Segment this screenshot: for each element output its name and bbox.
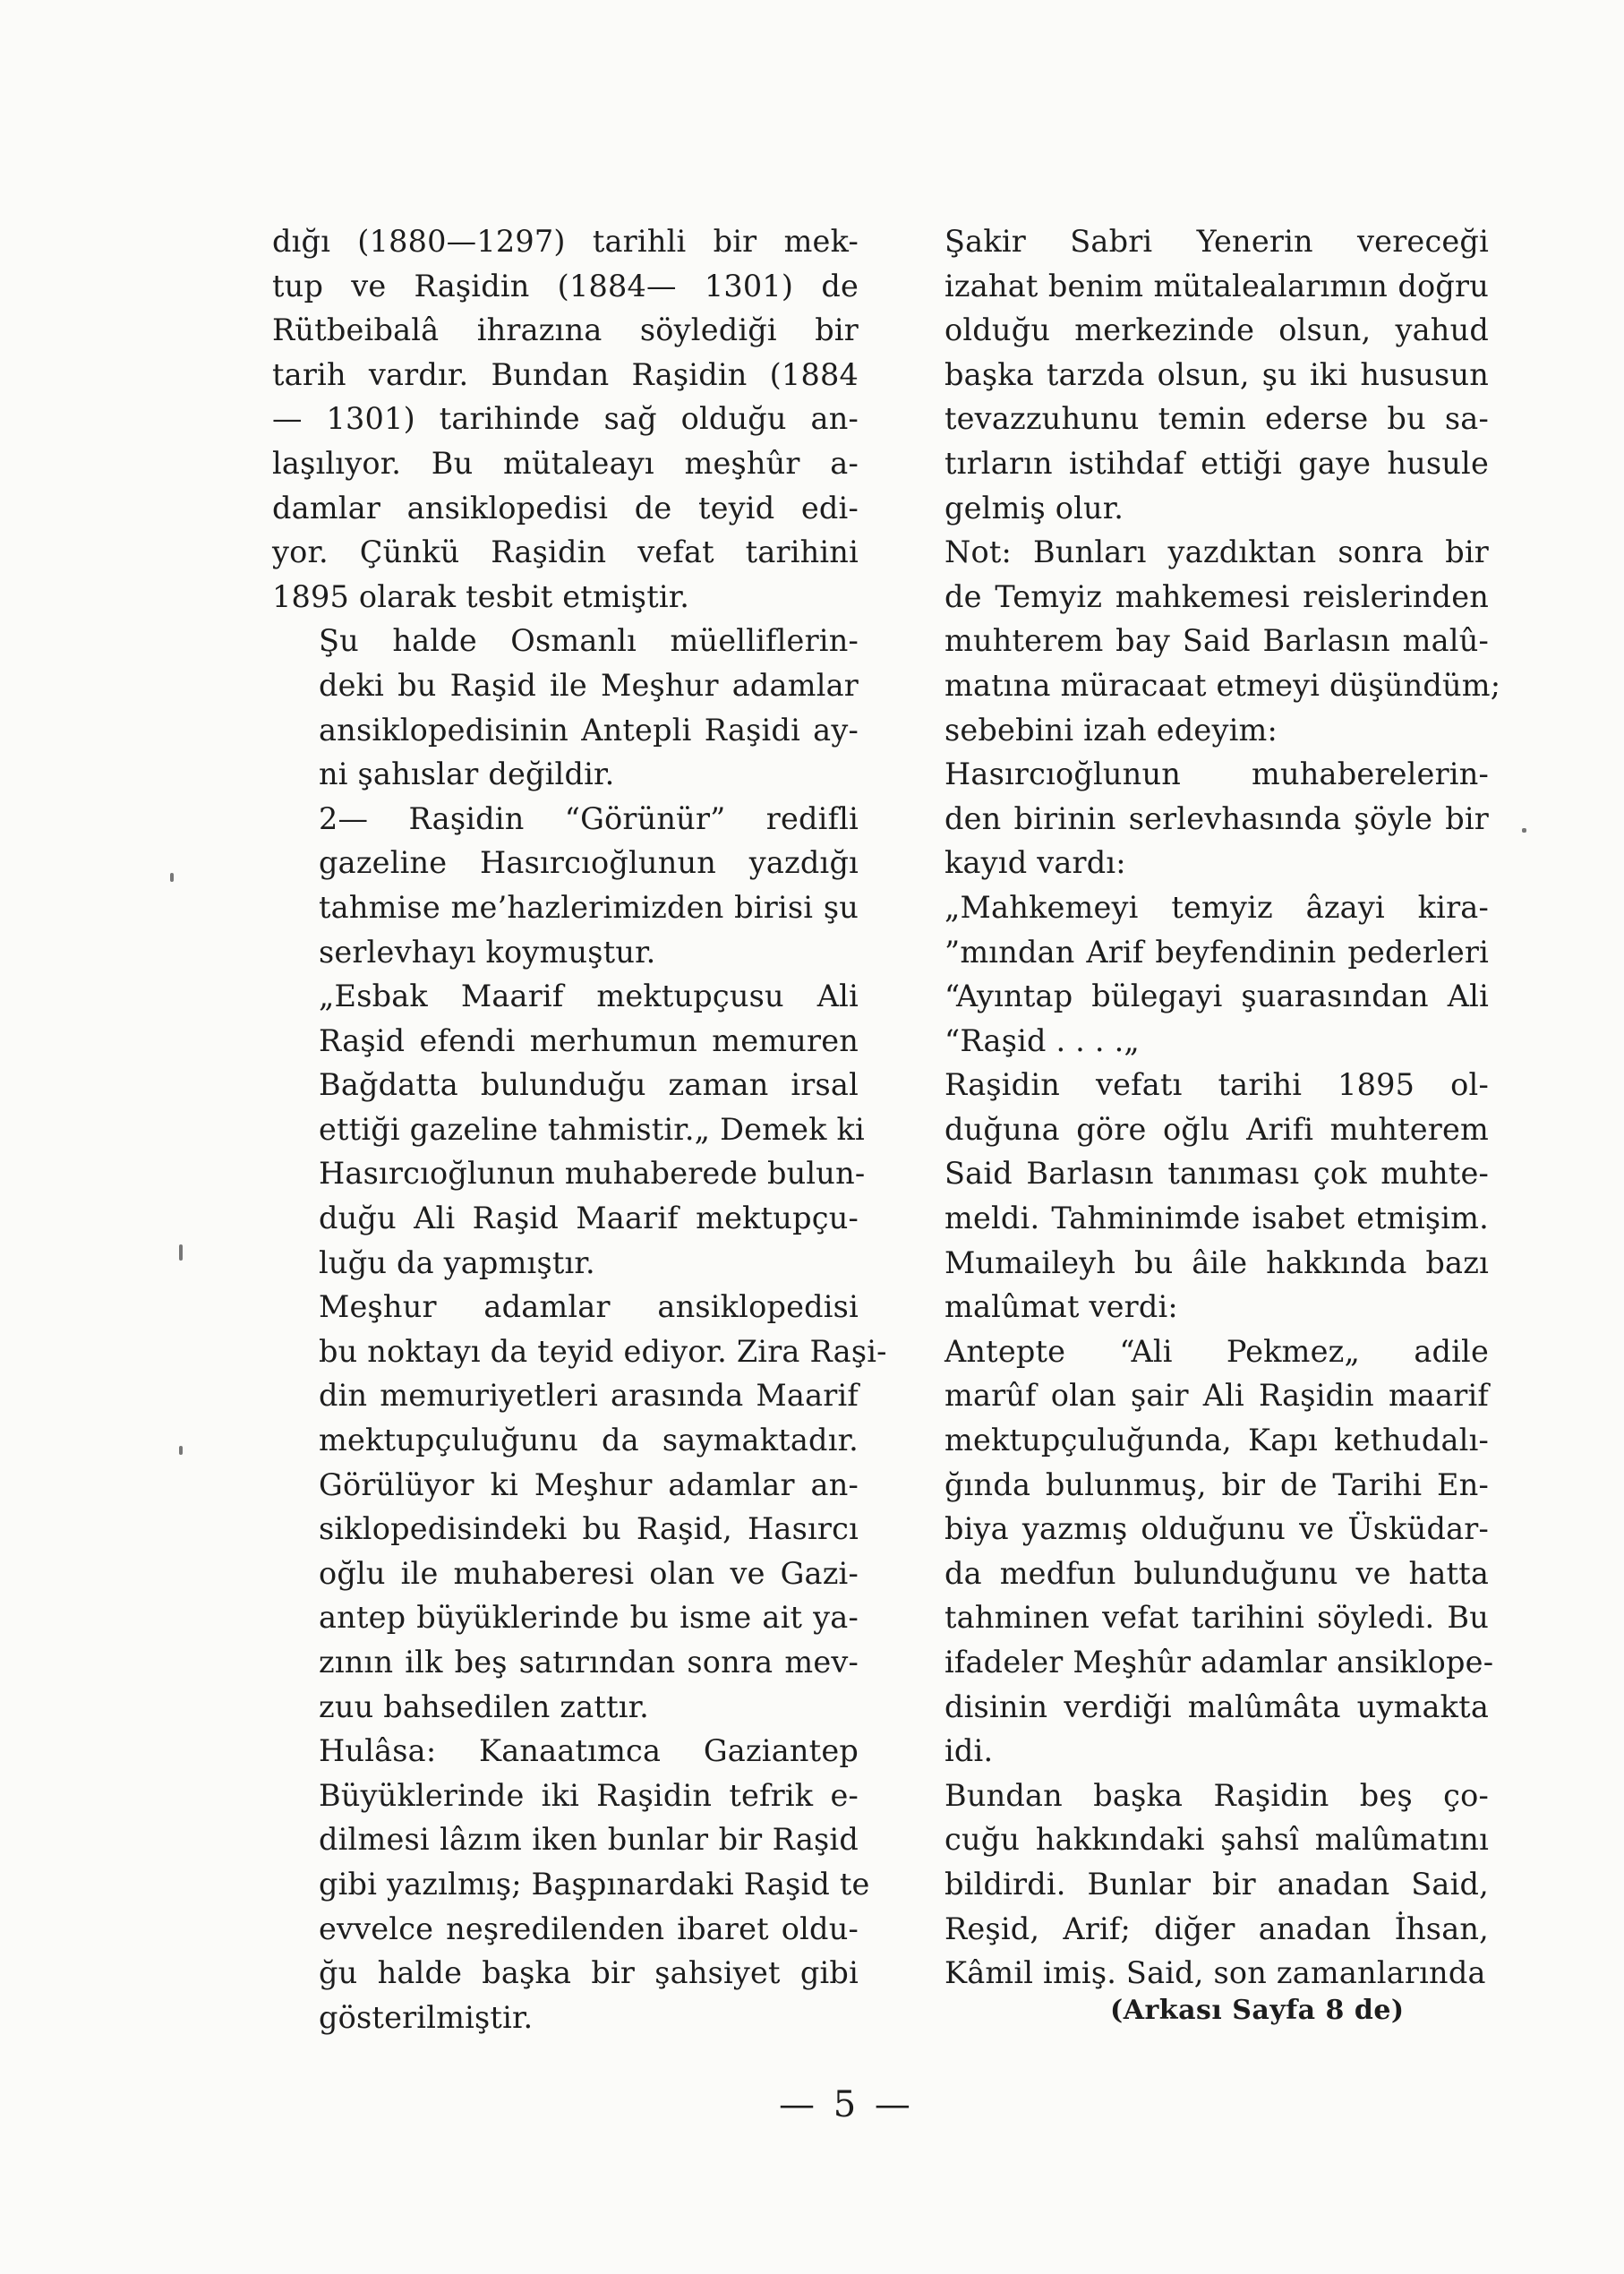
text-line: zının ilk beş satırından sonra mev- [319, 1645, 859, 1680]
text-line: Said Barlasın tanıması çok muhte- [944, 1156, 1489, 1192]
text-line: bu noktayı da teyid ediyor. Zira Raşi- [319, 1333, 887, 1369]
text-line: „Mahkemeyi temyiz âzayi kira- [944, 889, 1489, 925]
paragraph [898, 530, 1501, 752]
text-line: malûmat verdi: [944, 1289, 1178, 1325]
text-line: „Esbak Maarif mektupçusu Ali [319, 979, 859, 1014]
text-line: ni şahıslar değildir. [319, 757, 615, 792]
text-line: luğu da yapmıştır. [319, 1244, 595, 1280]
text-line: Hulâsa: Kanaatımca Gaziantep [319, 1733, 859, 1769]
paragraph [898, 219, 1489, 530]
text-line: ifadeler Meşhûr adamlar ansiklope- [944, 1645, 1494, 1680]
text-line: marûf olan şair Ali Raşidin maarif [944, 1378, 1489, 1414]
text-line: Büyüklerinde iki Raşidin tefrik e- [319, 1777, 859, 1813]
text-line: izahat benim mütalealarımın doğru [944, 268, 1489, 303]
text-line: biya yazmış olduğunu ve Üsküdar- [944, 1511, 1489, 1547]
scan-speck [179, 1446, 183, 1455]
text-line: sebebini izah edeyim: [944, 712, 1278, 748]
text-line: gazeline Hasırcıoğlunun yazdığı [319, 845, 859, 881]
text-line: başka tarzda olsun, şu iki hususun [944, 356, 1489, 392]
text-line: Rütbeibalâ ihrazına söylediği bir [272, 312, 859, 348]
text-line: Hasırcıoğlunun muhaberelerin- [944, 757, 1489, 792]
text-line: mektupçuluğunu da saymaktadır. [319, 1423, 859, 1458]
paragraph [272, 219, 859, 619]
text-line: Bağdatta bulunduğu zaman irsal [319, 1067, 859, 1103]
text-line: Not: Bunları yazdıktan sonra bir [944, 534, 1489, 570]
text-line: ansiklopedisinin Antepli Raşidi ay- [319, 712, 859, 748]
text-line: kayıd vardı: [944, 845, 1126, 881]
text-line: gibi yazılmış; Başpınardaki Raşid te [319, 1866, 870, 1902]
text-line: din memuriyetleri arasında Maarif [319, 1378, 859, 1414]
text-line: dilmesi lâzım iken bunlar bir Raşid [319, 1822, 859, 1858]
paragraph [272, 1285, 887, 1729]
text-line: siklopedisindeki bu Raşid, Hasırcı [319, 1511, 859, 1547]
text-line: antep büyüklerinde bu isme ait ya- [319, 1600, 859, 1636]
text-line: matına müracaat etmeyi düşündüm; [944, 667, 1501, 703]
text-line: olduğu merkezinde olsun, yahud [944, 312, 1489, 348]
text-line: Raşidin vefatı tarihi 1895 ol- [944, 1067, 1489, 1103]
paragraph [898, 1329, 1494, 1774]
scan-speck [170, 873, 174, 882]
text-line: Raşid efendi merhumun memuren [319, 1022, 859, 1058]
paragraph [898, 1063, 1489, 1329]
text-line: damlar ansiklopedisi de teyid edi- [272, 490, 859, 526]
text-line: Antepte “Ali Pekmez„ adile [944, 1333, 1489, 1369]
text-line: duğuna göre oğlu Arifi muhterem [944, 1111, 1489, 1147]
text-line: ettiği gazeline tahmistir.„ Demek ki [319, 1111, 865, 1147]
text-line: tahminen vefat tarihini söyledi. Bu [944, 1600, 1489, 1636]
text-line: Reşid, Arif; diğer anadan İhsan, [944, 1911, 1489, 1946]
text-line: deki bu Raşid ile Meşhur adamlar [319, 667, 859, 703]
paragraph [898, 752, 1489, 885]
text-line: — 1301) tarihinde sağ olduğu an- [272, 401, 859, 437]
text-line: Mumaileyh bu âile hakkında bazı [944, 1244, 1489, 1280]
text-line: tırların istihdaf ettiği gaye husule [944, 445, 1489, 481]
text-line: 2— Raşidin “Görünür” redifli [319, 800, 859, 836]
text-line: laşılıyor. Bu mütaleayı meşhûr a- [272, 445, 859, 481]
text-line: serlevhayı koymuştur. [319, 934, 656, 970]
paragraph [898, 1774, 1489, 1996]
text-line: “Ayıntap bülegayi şuarasından Ali [944, 979, 1489, 1014]
text-line: gösterilmiştir. [319, 1999, 534, 2035]
text-line: muhterem bay Said Barlasın malû- [944, 623, 1489, 659]
scan-speck [179, 1244, 183, 1261]
paragraph [272, 974, 866, 1285]
paragraph [898, 885, 1489, 1063]
text-line: oğlu ile muhaberesi olan ve Gazi- [319, 1555, 859, 1591]
page-number: — 5 — [779, 2084, 914, 2125]
paragraph [272, 797, 859, 974]
text-line: Kâmil imiş. Said, son zamanlarında [944, 1955, 1486, 1991]
text-line: ğında bulunmuş, bir de Tarihi En- [944, 1466, 1489, 1502]
text-line: Hasırcıoğlunun muhaberede bulun- [319, 1156, 866, 1192]
paragraph [272, 619, 859, 796]
text-line: mektupçuluğunda, Kapı kethudalı- [944, 1423, 1489, 1458]
continuation-note: (Arkası Sayfa 8 de) [1110, 1995, 1405, 2026]
text-line: zuu bahsedilen zattır. [319, 1688, 650, 1724]
text-line: Meşhur adamlar ansiklopedisi [319, 1289, 859, 1325]
text-line: yor. Çünkü Raşidin vefat tarihini [272, 534, 859, 570]
paragraph [272, 1729, 870, 2039]
text-line: Görülüyor ki Meşhur adamlar an- [319, 1466, 859, 1502]
text-line: tup ve Raşidin (1884— 1301) de [272, 268, 859, 303]
text-line: “Raşid . . . .„ [944, 1022, 1140, 1058]
text-line: den birinin serlevhasında şöyle bir [944, 800, 1489, 836]
text-line: ğu halde başka bir şahsiyet gibi [319, 1955, 859, 1991]
text-line: dığı (1880—1297) tarihli bir mek- [272, 224, 859, 259]
text-line: idi. [944, 1733, 994, 1769]
text-line: tarih vardır. Bundan Raşidin (1884 [272, 356, 859, 392]
text-line: meldi. Tahminimde isabet etmişim. [944, 1201, 1489, 1236]
text-line: 1895 olarak tesbit etmiştir. [272, 578, 690, 614]
scan-speck [1522, 828, 1526, 833]
text-line: gelmiş olur. [944, 490, 1124, 526]
text-line: duğu Ali Raşid Maarif mektupçu- [319, 1201, 859, 1236]
text-line: Bundan başka Raşidin beş ço- [944, 1777, 1489, 1813]
right-text-column [898, 219, 1501, 1996]
text-line: disinin verdiği malûmâta uymakta [944, 1688, 1489, 1724]
text-line: Şu halde Osmanlı müelliflerin- [319, 623, 859, 659]
text-line: Şakir Sabri Yenerin vereceği [944, 224, 1489, 259]
left-text-column [272, 219, 887, 2039]
text-line: evvelce neşredilenden ibaret oldu- [319, 1911, 859, 1946]
text-line: tahmise me’hazlerimizden birisi şu [319, 889, 859, 925]
text-line: cuğu hakkındaki şahsî malûmatını [944, 1822, 1489, 1858]
text-line: ”mından Arif beyfendinin pederleri [944, 934, 1489, 970]
text-line: bildirdi. Bunlar bir anadan Said, [944, 1866, 1489, 1902]
text-line: tevazzuhunu temin ederse bu sa- [944, 401, 1489, 437]
text-line: de Temyiz mahkemesi reislerinden [944, 578, 1489, 614]
text-line: da medfun bulunduğunu ve hatta [944, 1555, 1489, 1591]
